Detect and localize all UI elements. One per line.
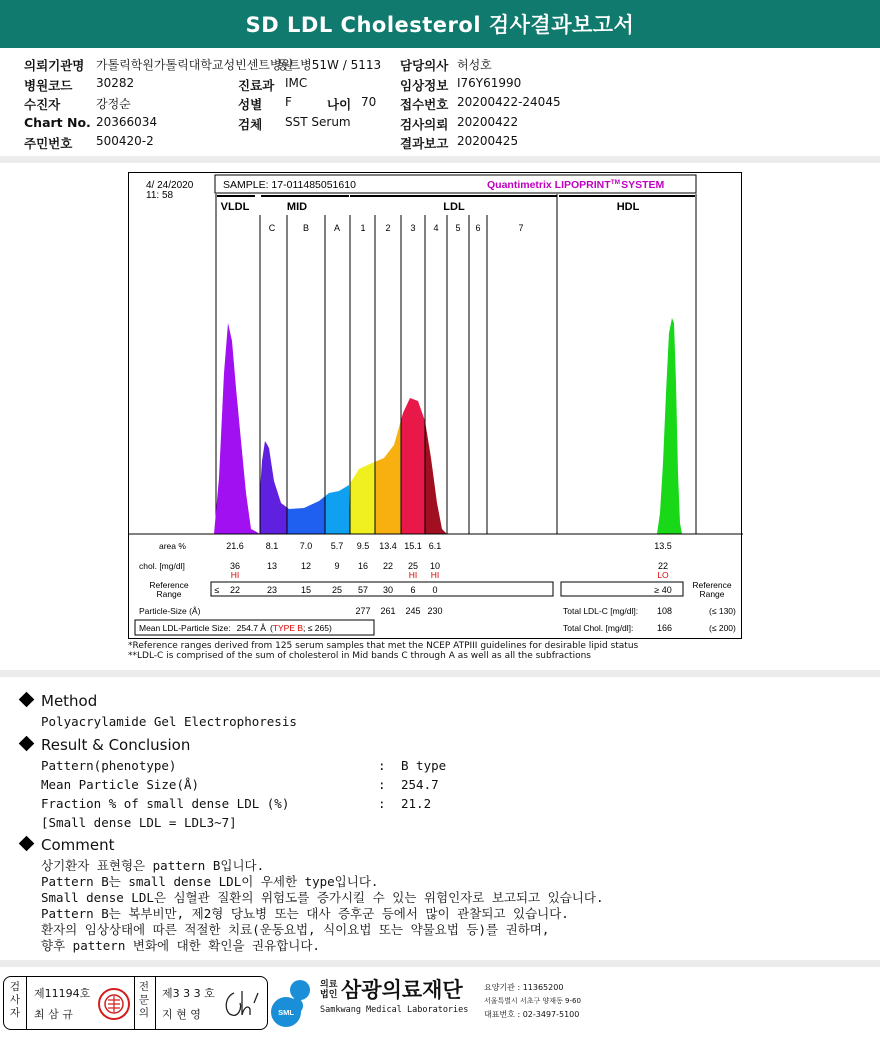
mean-size: Mean LDL-Particle Size: 254.7 Å (TYPE B; ≤ 265) <box>139 623 332 633</box>
flag-lo: LO <box>657 570 669 580</box>
group-ldl: LDL <box>443 201 465 213</box>
band-label: 7 <box>518 223 524 233</box>
ref-label-right: Range <box>699 589 725 599</box>
chol-value: 13 <box>266 561 278 571</box>
row-chol-label: chol. [mg/dl] <box>139 561 185 571</box>
area-value: 21.6 <box>226 541 244 551</box>
area-value: 13.4 <box>379 541 397 551</box>
chol-value: 9 <box>334 561 340 571</box>
flag-hi: HI <box>230 570 240 580</box>
specimen-label: 검체 <box>238 117 263 132</box>
specialist-license: 제3 3 3 호 <box>162 987 215 1000</box>
particle-size-label: Particle-Size (Å) <box>139 606 201 616</box>
comment-line: Pattern B는 복부비만, 제2형 당뇨병 또는 대사 증후군 등에서 많이 관찰되고 있습니다. <box>41 906 569 921</box>
report-time: 11: 58 <box>146 190 174 201</box>
institution-label: 의뢰기관명 <box>24 58 85 73</box>
comment-line: 환자의 임상상태에 따른 적절한 치료(운동요법, 식이요법 또는 약물요법 등)를 권하며, <box>41 922 550 937</box>
area-value: 13.5 <box>654 541 672 551</box>
particle-value: 277 <box>355 606 371 616</box>
dept-label: 진료과 <box>238 78 275 93</box>
band-label: 4 <box>433 223 439 233</box>
ref-row <box>215 585 672 595</box>
doctor-label: 담당의사 <box>400 58 449 73</box>
ref-value: 30 <box>382 585 394 595</box>
peak-vldl <box>214 323 260 534</box>
resident-no-label: 주민번호 <box>24 136 73 151</box>
comment-line: Pattern B는 small dense LDL이 우세한 type입니다. <box>41 874 379 889</box>
ref-value: 6 <box>410 585 416 595</box>
band-label: 6 <box>475 223 481 233</box>
system-name: Quantimetrix LIPOPRINT™SYSTEM <box>487 179 665 191</box>
result-heading: Result & Conclusion <box>18 736 190 754</box>
band-label: 3 <box>410 223 416 233</box>
divider-band <box>0 156 880 163</box>
specialist-label: 전 문 의 <box>138 981 150 1019</box>
comment-line: 향후 pattern 변화에 대한 확인을 권유합니다. <box>41 938 320 953</box>
band-label: A <box>333 223 341 233</box>
particle-row <box>355 606 442 616</box>
age-value: 70 <box>361 95 377 109</box>
org-english-name: Samkwang Medical Laboratories <box>320 1005 469 1015</box>
result-value: 21.2 <box>401 796 432 811</box>
peak-hdl <box>657 318 682 534</box>
ref-label: Reference <box>149 580 189 590</box>
signature-box <box>3 976 268 1030</box>
chol-value: 36 <box>229 561 241 571</box>
method-text: Polyacrylamide Gel Electrophoresis <box>41 714 297 729</box>
total-ldl-ref: (≤ 130) <box>709 606 736 616</box>
resident-no-value: 500420-2 <box>96 134 154 148</box>
band-label: C <box>268 223 276 233</box>
ward-value: 동트병51W / 5113 <box>277 58 382 72</box>
band-label: 5 <box>455 223 461 233</box>
total-chol-label: Total Chol. [mg/dl]: <box>563 623 634 633</box>
area-row <box>226 541 672 551</box>
chart-no-label: Chart No. <box>24 115 91 130</box>
org-address: 서울특별시 서초구 양재동 9-60 <box>484 997 581 1005</box>
chol-value: 16 <box>357 561 369 571</box>
result-sep: : <box>378 796 386 811</box>
divider-band <box>0 670 880 677</box>
signature-divider <box>26 977 27 1029</box>
institution-value: 가톨릭학원가톨릭대학교성빈센트병원 <box>96 58 294 72</box>
flags-row <box>231 570 669 580</box>
accession-value: 20200422-24045 <box>457 95 561 109</box>
method-heading: Method <box>18 692 97 710</box>
total-chol-ref: (≤ 200) <box>709 623 736 633</box>
sml-logo-icon <box>270 976 316 1030</box>
svg-text:SML: SML <box>278 1008 294 1017</box>
chol-row <box>230 561 668 571</box>
patient-info <box>0 52 880 154</box>
sex-label: 성별 <box>238 97 263 112</box>
total-ldl-label: Total LDL-C [mg/dl]: <box>563 606 639 616</box>
chol-value: 22 <box>382 561 394 571</box>
hospital-code-value: 30282 <box>96 76 135 90</box>
bullet-diamond-icon <box>19 692 35 708</box>
ref-value: 23 <box>266 585 278 595</box>
specimen-value: SST Serum <box>285 115 351 129</box>
result-note: [Small dense LDL = LDL3~7] <box>41 815 237 830</box>
chol-value: 25 <box>407 561 419 571</box>
specialist-signature-icon <box>220 987 260 1021</box>
clinical-label: 임상정보 <box>400 78 449 93</box>
report-date: 4/ 24/2020 <box>146 180 194 191</box>
accession-label: 접수번호 <box>400 97 449 112</box>
result-label: Fraction % of small dense LDL (%) <box>41 796 290 811</box>
area-value: 6.1 <box>428 541 442 551</box>
request-date-value: 20200422 <box>457 115 519 129</box>
request-date-label: 검사의뢰 <box>400 117 449 132</box>
total-chol-value: 166 <box>657 623 673 633</box>
particle-value: 230 <box>427 606 443 616</box>
tester-license: 제11194호 <box>34 987 91 1000</box>
footnote: **LDL-C is comprised of the sum of cholesterol in Mid bands C through A as well as all the subfractions <box>128 651 591 661</box>
care-number: 요양기관 : 11365200 <box>484 983 564 992</box>
org-phone: 대표번호 : 02-3497-5100 <box>484 1010 580 1019</box>
flag-hi: HI <box>430 570 440 580</box>
doctor-value: 허성호 <box>457 58 492 72</box>
comment-heading: Comment <box>18 836 115 854</box>
report-title: SD LDL Cholesterol 검사결과보고서 <box>0 0 880 48</box>
result-label: Pattern(phenotype) <box>41 758 177 773</box>
org-name: 삼광의료재단 <box>341 978 463 1002</box>
ref-value: 57 <box>357 585 369 595</box>
ref-label-right: Reference <box>692 580 732 590</box>
sex-value: F <box>285 95 292 109</box>
ref-label: Range <box>156 589 182 599</box>
clinical-value: I76Y61990 <box>457 76 522 90</box>
band-label: 1 <box>360 223 366 233</box>
lipoprint-report <box>128 172 742 639</box>
chol-value: 22 <box>657 561 669 571</box>
row-area-label: area % <box>159 541 186 551</box>
result-date-value: 20200425 <box>457 134 519 148</box>
org-prefix: 의료 법인 <box>320 980 338 1000</box>
area-value: 7.0 <box>299 541 313 551</box>
group-hdl: HDL <box>616 201 640 213</box>
particle-value: 245 <box>405 606 421 616</box>
chol-value: 10 <box>429 561 441 571</box>
area-value: 9.5 <box>356 541 370 551</box>
divider-band <box>0 960 880 967</box>
area-value: 8.1 <box>265 541 279 551</box>
dept-value: IMC <box>285 76 308 90</box>
band-label: 2 <box>385 223 391 233</box>
ref-value: 22 <box>229 585 241 595</box>
hospital-code-label: 병원코드 <box>24 78 73 93</box>
patient-label: 수진자 <box>24 97 61 112</box>
bullet-diamond-icon <box>19 736 35 752</box>
particle-value: 261 <box>380 606 396 616</box>
result-value: B type <box>401 758 447 773</box>
electropherogram <box>129 318 682 534</box>
signature-divider <box>134 977 135 1029</box>
result-value: 254.7 <box>401 777 439 792</box>
area-value: 15.1 <box>404 541 422 551</box>
result-sep: : <box>378 777 386 792</box>
age-label: 나이 <box>327 97 352 112</box>
flag-hi: HI <box>408 570 418 580</box>
patient-value: 강정순 <box>96 97 131 111</box>
tester-label: 검 사 자 <box>9 981 21 1019</box>
footnote: *Reference ranges derived from 125 serum samples that met the NCEP ATPIII guidelines for desirable lipid status <box>128 641 639 651</box>
result-label: Mean Particle Size(Å) <box>41 777 200 792</box>
tester-name: 최 삼 규 <box>34 1008 73 1021</box>
area-value: 5.7 <box>330 541 344 551</box>
total-ldl-value: 108 <box>657 606 673 616</box>
group-mid: MID <box>286 201 308 213</box>
group-vldl: VLDL <box>220 201 250 213</box>
result-sep: : <box>378 758 386 773</box>
ref-hdl: ≥ 40 <box>654 585 672 595</box>
tester-seal-icon <box>96 986 132 1022</box>
signature-divider <box>155 977 156 1029</box>
ref-value: 25 <box>331 585 343 595</box>
result-date-label: 결과보고 <box>400 136 449 151</box>
band-label: B <box>302 223 310 233</box>
ref-value: 15 <box>300 585 312 595</box>
ref-le: ≤ <box>214 585 220 595</box>
comment-line: 상기환자 표현형은 pattern B입니다. <box>41 858 265 873</box>
chol-value: 12 <box>300 561 312 571</box>
sample-id: SAMPLE: 17-011485051610 <box>223 179 356 191</box>
ref-value: 0 <box>432 585 438 595</box>
chart-no-value: 20366034 <box>96 115 158 129</box>
comment-line: Small dense LDL은 심혈관 질환의 위험도를 증가시킬 수 있는 위험인자로 보고되고 있습니다. <box>41 890 604 905</box>
bullet-diamond-icon <box>19 836 35 852</box>
lipoprint-chart <box>129 173 743 640</box>
specialist-name: 지 현 영 <box>162 1008 201 1021</box>
